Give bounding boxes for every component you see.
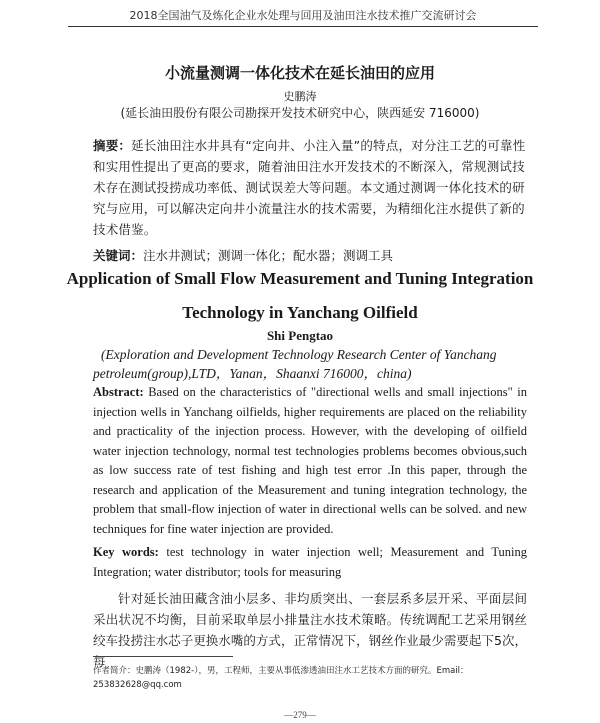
chinese-author: 史鹏涛 xyxy=(283,90,317,103)
english-keywords xyxy=(93,543,527,582)
english-title-line2: Technology in Yanchang Oilfield xyxy=(182,303,418,322)
chinese-keywords-label: 关键词： xyxy=(93,248,144,263)
chinese-title: 小流量测调一体化技术在延长油田的应用 xyxy=(164,64,435,82)
chinese-abstract-label: 摘要： xyxy=(93,138,132,153)
author-footnote: 作者简介：史鹏涛（1982-），男，工程师，主要从事低渗透油田注水工艺技术方面的研究。Email：253832628@qq.com xyxy=(93,666,469,690)
english-abstract xyxy=(93,383,527,539)
chinese-abstract-text: 延长油田注水井具有“定向井、小注入量”的特点，对分注工艺的可靠性和实用性提出了更高的要求，随着油田注水开发技术的不断深入，常规测试技术存在测试投捞成功率低、测试误差大等问题。本文通过测调一体化技术的研究与应用，可以解决定向井小流量注水的技术需要，为精细化注水提供了新的技术借鉴。 xyxy=(93,138,526,237)
english-abstract-text: Based on the characteristics of "directional wells and small injections" in injection wells in Yanchang oilfields, higher requirements are placed on the reliability and practicality of the injection process. However, with the developing of oilfield water injection technology, normal test technologies problems becomes obvious,such as low success rate of test fishing and high test error .In this paper, through the research and application of the Measurement and tuning integration technology, the problem that small-flow injection of water in directional wells can be solved. and new techniques for fine water injection are provided. xyxy=(93,385,527,536)
chinese-affiliation: (延长油田股份有限公司勘探开发技术研究中心，陕西延安 716000) xyxy=(120,106,480,120)
english-abstract-label: Abstract: xyxy=(93,385,144,399)
english-keywords-text: test technology in water injection well; Measurement and Tuning Integration; water distributor; tools for measuring xyxy=(93,545,528,579)
page-number: —279— xyxy=(284,710,316,720)
english-title-line1: Application of Small Flow Measurement and Tuning Integration xyxy=(66,269,534,288)
english-affiliation: (Exploration and Development Technology Research Center of Yanchang petroleum(group),LTD，Yanan，Shaanxi 716000，china) xyxy=(93,347,497,381)
chinese-keywords xyxy=(93,246,527,264)
header-rule xyxy=(68,26,538,27)
footnote-rule xyxy=(93,656,233,657)
running-header: 2018全国油气及炼化企业水处理与回用及油田注水技术推广交流研讨会 xyxy=(129,9,477,22)
english-author: Shi Pengtao xyxy=(266,328,334,343)
english-keywords-label: Key words: xyxy=(93,545,159,559)
chinese-keywords-text: 注水井测试；测调一体化；配水器；测调工具 xyxy=(143,248,394,263)
body-paragraph: 针对延长油田藏含油小层多、非均质突出、一套层系多层开采、平面层间采出状况不均衡，目前采取单层小排量注水技术策略。传统调配工艺采用钢丝绞车投捞注水芯子更换水嘴的方式，正常情况下，钢丝作业最少需要起下5次，每 xyxy=(93,591,527,669)
chinese-abstract xyxy=(93,135,527,240)
